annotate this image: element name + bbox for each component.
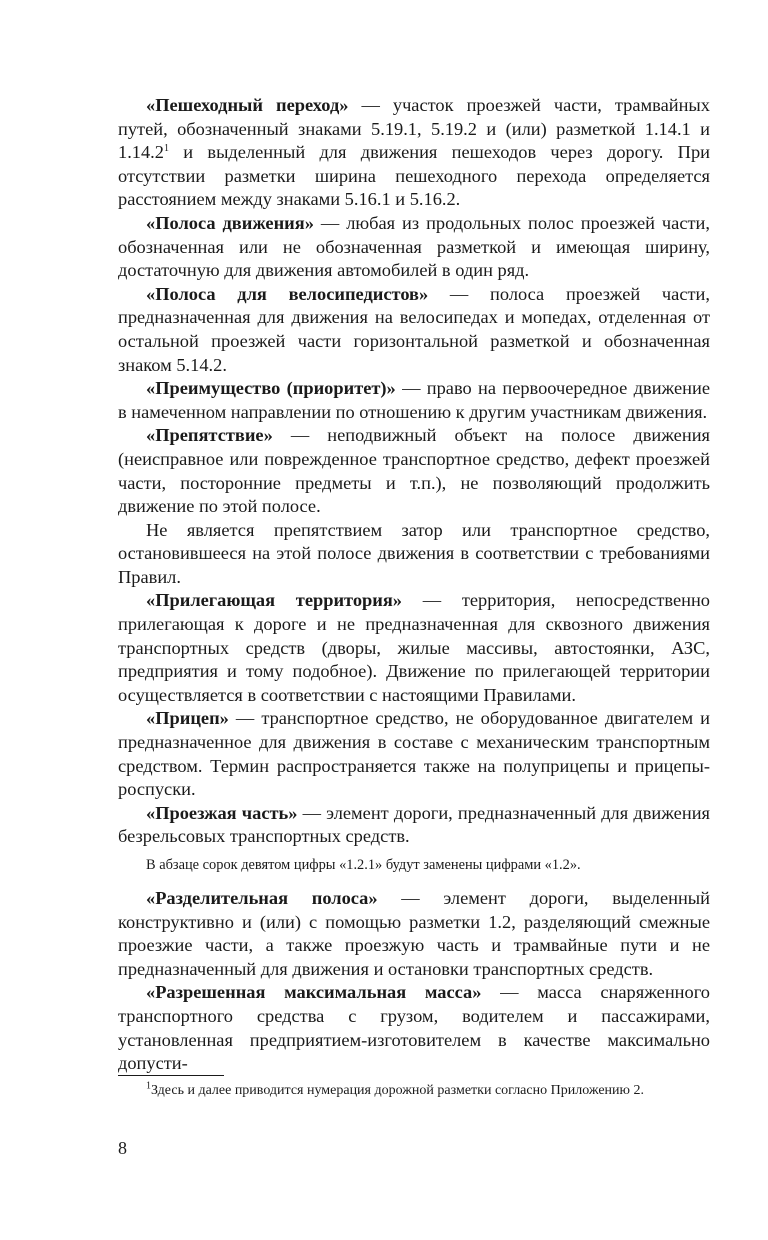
term: «Пешеходный переход» <box>146 95 349 115</box>
term: «Препятствие» <box>146 425 273 446</box>
definition-text: — транспортное средство, не оборудованное двигателем и предназначенное для движения в составе с механическим транспортным средством. Термин распространяется также на полуприцепы и прицепы-роспуски. <box>118 708 710 800</box>
term: «Полоса движения» <box>146 212 314 233</box>
definition-text: — участок проезжей части, трамвайных путей, обозначенный знаками 5.19.1, 5.19.2 и (или) разметкой 1.14.1 и 1.14.2 <box>118 95 710 163</box>
definition-text: — масса снаряженного транспортного средства с грузом, водителем и пассажирами, установленная предприятием-изготовителем в качестве максимально допусти- <box>118 982 710 1074</box>
term: «Разрешенная максимальная масса» <box>146 982 482 1003</box>
definition-bicycle-lane <box>118 283 710 377</box>
definition-max-permitted-mass <box>118 981 710 1075</box>
footnote-divider <box>118 1075 224 1076</box>
footnote-ref: 1 <box>163 143 169 155</box>
definition-adjacent-territory <box>118 589 710 707</box>
definition-roadway <box>118 802 710 849</box>
definition-text: — полоса проезжей части, предназначенная для движения на велосипедах и мопедах, отделенная от остальной проезжей части горизонтальной разметкой и обозначенная знаком 5.14.2. <box>118 283 710 375</box>
amendment-note: В абзаце сорок девятом цифры «1.2.1» будут заменены цифрами «1.2». <box>146 857 581 873</box>
definition-dividing-strip <box>118 887 710 981</box>
page-number: 8 <box>118 1138 127 1158</box>
definition-text: — территория, непосредственно прилегающая к дороге и не предназначенная для сквозного движения транспортных средств (дворы, жилые массивы, автостоянки, АЗС, предприятия и тому подобное). Движение по прилегающей территории осуществляется в соответствии с настоящими Правилами. <box>118 590 710 705</box>
definition-text: — неподвижный объект на полосе движения (неисправное или поврежденное транспортное средство, дефект проезжей части, посторонние предметы и т.п.), не позволяющий продолжить движение по этой полосе. <box>118 425 710 517</box>
document-body <box>118 94 710 1076</box>
definition-trailer <box>118 707 710 801</box>
footnote-mark: 1 <box>146 1080 151 1092</box>
definition-priority <box>118 377 710 424</box>
definition-text: — элемент дороги, предназначенный для движения безрельсовых транспортных средств. <box>118 802 710 847</box>
term: «Преимущество (приоритет)» <box>146 378 396 399</box>
definition-text: — элемент дороги, выделенный конструктивно и (или) с помощью разметки 1.2, разделяющий смежные проезжие части, а также проезжую часть и трамвайные пути и не предназначенный для движения и остановки транспортных средств. <box>118 888 710 979</box>
term: «Прицеп» <box>146 708 229 729</box>
definition-traffic-lane <box>118 212 710 283</box>
definition-text-continued: и выделенный для движения пешеходов через дорогу. При отсутствии разметки ширина пешеходного перехода определяется расстоянием между знаками 5.16.1 и 5.16.2. <box>118 142 710 210</box>
footnote-text: Здесь и далее приводится нумерация дорожной разметки согласно Приложению 2. <box>151 1083 644 1098</box>
term: «Полоса для велосипедистов» <box>146 283 429 304</box>
obstacle-clarification <box>118 519 710 590</box>
definition-pedestrian-crossing <box>118 94 710 212</box>
definition-obstacle <box>118 424 710 518</box>
paragraph-text: Не является препятствием затор или транспортное средство, остановившееся на этой полосе движения в соответствии с требованиями Правил. <box>118 519 710 587</box>
definition-text: — право на первоочередное движение в намеченном направлении по отношению к другим участникам движения. <box>118 378 711 422</box>
term: «Прилегающая территория» <box>146 590 402 611</box>
definition-text: — любая из продольных полос проезжей части, обозначенная или не обозначенная разметкой и имеющая ширину, достаточную для движения автомобилей в один ряд. <box>118 212 710 281</box>
term: «Проезжая часть» <box>146 802 298 823</box>
footnote <box>146 1082 716 1100</box>
term: «Разделительная полоса» <box>146 888 378 908</box>
